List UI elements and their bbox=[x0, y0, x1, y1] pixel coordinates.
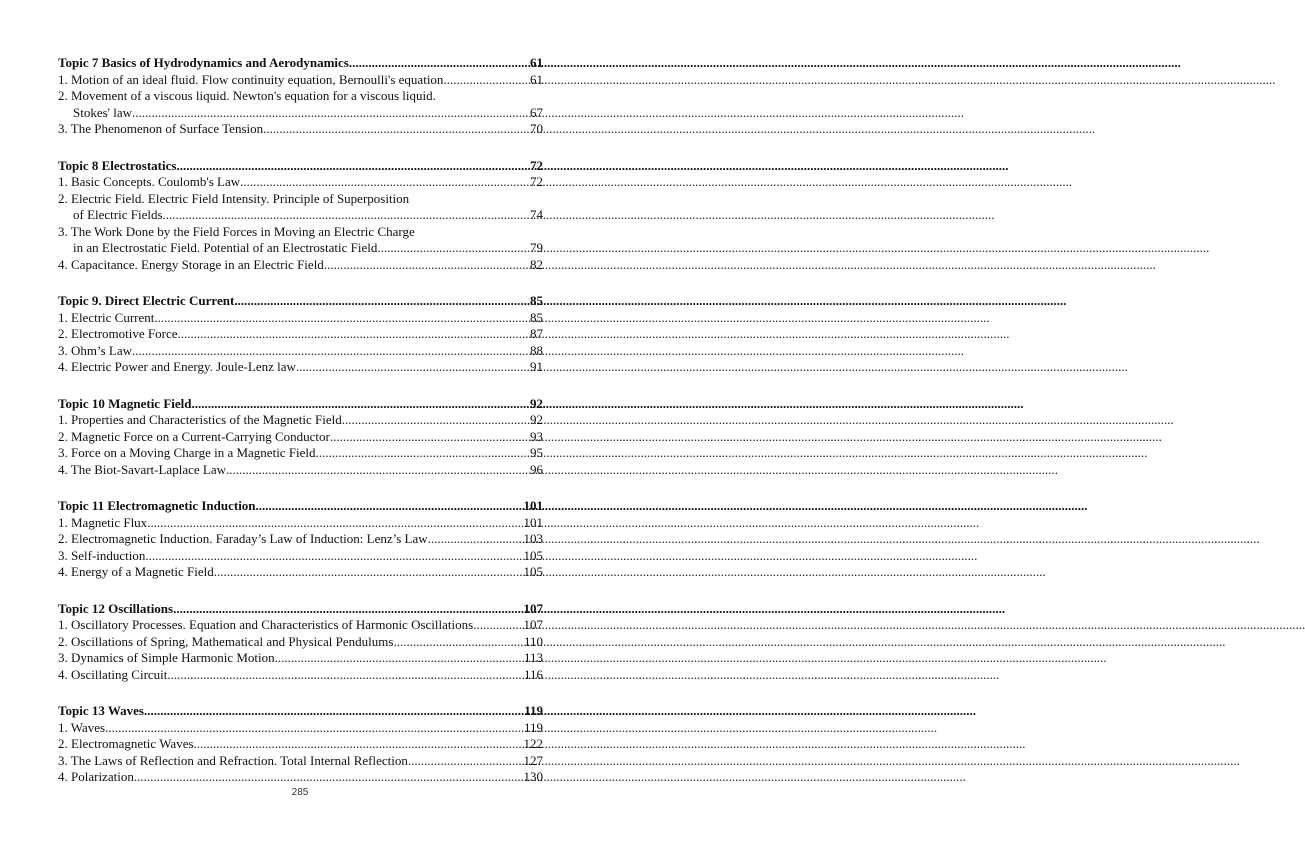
page-number: 285 bbox=[291, 787, 309, 798]
dot-leader bbox=[256, 498, 523, 515]
entry-page: 67 bbox=[530, 104, 543, 120]
toc-entry bbox=[58, 72, 543, 89]
entry-continuation: Stokes' law bbox=[73, 104, 133, 120]
entry-page: 113 bbox=[523, 650, 543, 665]
topic-page: 119 bbox=[524, 703, 543, 718]
entry-page: 79 bbox=[530, 240, 543, 255]
entry-title: 4. Oscillating Circuit bbox=[58, 666, 168, 682]
toc-topic bbox=[58, 55, 543, 138]
topic-heading bbox=[58, 498, 543, 515]
toc-entry bbox=[58, 462, 543, 479]
dot-leader bbox=[473, 617, 522, 634]
toc-topic bbox=[58, 158, 543, 274]
entry-page: 105 bbox=[523, 547, 543, 563]
topic-heading bbox=[58, 293, 543, 310]
dot-leader bbox=[147, 515, 522, 532]
entry-title: 1. Motion of an ideal fluid. Flow continuity equation, Bernoulli's equation bbox=[58, 71, 444, 87]
entry-title: 2. Oscillations of Spring, Mathematical and Physical Pendulums bbox=[58, 633, 394, 649]
dot-leader bbox=[428, 531, 523, 548]
toc-entry bbox=[58, 343, 543, 360]
entry-page: 82 bbox=[530, 256, 543, 272]
entry-title: 2. Movement of a viscous liquid. Newton's equation for a viscous liquid. bbox=[58, 88, 436, 103]
entry-title: 3. The Work Done by the Field Forces in Moving an Electric Charge bbox=[58, 223, 415, 239]
entry-title: 4. Capacitance. Energy Storage in an Electric Field bbox=[58, 256, 324, 272]
dot-leader bbox=[173, 601, 522, 618]
dot-leader bbox=[176, 158, 529, 175]
entry-page: 103 bbox=[523, 531, 543, 546]
entry-page: 74 bbox=[530, 207, 543, 222]
entry-page: 87 bbox=[530, 326, 543, 341]
toc-entry-line bbox=[58, 191, 543, 208]
entry-title: 1. Oscillatory Processes. Equation and Characteristics of Harmonic Oscillations bbox=[58, 617, 474, 632]
toc-entry bbox=[58, 429, 543, 446]
toc-entry bbox=[58, 445, 543, 462]
entry-continuation: of Electric Fields bbox=[73, 207, 163, 222]
topic-title: Topic 8 Electrostatics bbox=[58, 157, 177, 173]
entry-title: 4. The Biot-Savart-Laplace Law bbox=[58, 461, 226, 477]
topic-page: 61 bbox=[530, 55, 543, 70]
entry-title: 2. Electromagnetic Waves bbox=[58, 736, 194, 751]
dot-leader bbox=[132, 343, 529, 360]
topic-title: Topic 13 Waves bbox=[58, 703, 144, 718]
entry-title: 2. Electromagnetic Induction. Faraday’s Law of Induction: Lenz’s Law bbox=[58, 531, 428, 546]
toc-entry bbox=[58, 564, 543, 581]
entry-page: 96 bbox=[530, 461, 543, 477]
toc-topic bbox=[58, 498, 543, 581]
toc-entry bbox=[58, 310, 543, 327]
toc-entry bbox=[58, 412, 543, 429]
topic-heading bbox=[58, 396, 543, 413]
toc-topic bbox=[58, 601, 543, 684]
entry-page: 91 bbox=[530, 359, 543, 374]
toc-entry bbox=[58, 105, 543, 122]
table-of-contents bbox=[58, 55, 543, 806]
dot-leader bbox=[240, 174, 529, 191]
entry-title: 3. Ohm’s Law bbox=[58, 342, 133, 358]
topic-title: Topic 9. Direct Electric Current bbox=[58, 293, 235, 308]
toc-topic bbox=[58, 293, 543, 376]
dot-leader bbox=[192, 396, 530, 413]
topic-title: Topic 7 Basics of Hydrodynamics and Aerodynamics bbox=[58, 55, 349, 70]
dot-leader bbox=[105, 720, 523, 737]
toc-entry bbox=[58, 326, 543, 343]
dot-leader bbox=[275, 650, 523, 667]
entry-title: 3. Self-induction bbox=[58, 547, 146, 563]
entry-page: 127 bbox=[523, 752, 543, 768]
entry-title: 2. Electric Field. Electric Field Intensity. Principle of Superposition bbox=[58, 190, 410, 206]
dot-leader bbox=[167, 667, 523, 684]
dot-leader bbox=[134, 769, 523, 786]
entry-page: 101 bbox=[523, 514, 543, 530]
toc-entry bbox=[58, 650, 543, 667]
entry-page: 130 bbox=[523, 769, 543, 784]
topic-title: Topic 11 Electromagnetic Induction bbox=[58, 498, 256, 513]
dot-leader bbox=[158, 310, 529, 327]
toc-entry bbox=[58, 531, 543, 548]
dot-leader bbox=[234, 293, 529, 310]
topic-title: Topic 12 Oscillations bbox=[58, 600, 174, 616]
dot-leader bbox=[194, 736, 523, 753]
dot-leader bbox=[349, 55, 529, 72]
toc-entry bbox=[58, 753, 543, 770]
dot-leader bbox=[226, 462, 529, 479]
entry-title: 3. The Laws of Reflection and Refraction. Total Internal Reflection bbox=[58, 752, 408, 768]
entry-title: 1. Magnetic Flux bbox=[58, 514, 148, 530]
dot-leader bbox=[263, 121, 529, 138]
toc-entry bbox=[58, 634, 543, 651]
toc-topic bbox=[58, 396, 543, 479]
entry-page: 119 bbox=[523, 719, 543, 735]
dot-leader bbox=[144, 703, 523, 720]
entry-title: 2. Magnetic Force on a Current-Carrying Conductor bbox=[58, 428, 330, 444]
dot-leader bbox=[393, 634, 523, 651]
entry-page: 70 bbox=[530, 121, 543, 136]
entry-page: 105 bbox=[523, 564, 543, 579]
toc-entry bbox=[58, 174, 543, 191]
topic-page: 72 bbox=[530, 157, 543, 173]
entry-title: 1. Waves bbox=[58, 719, 106, 735]
entry-page: 95 bbox=[530, 445, 543, 460]
toc-entry bbox=[58, 667, 543, 684]
dot-leader bbox=[296, 359, 529, 376]
entry-title: 1. Properties and Characteristics of the Magnetic Field bbox=[58, 412, 342, 427]
topic-heading bbox=[58, 158, 543, 175]
dot-leader bbox=[342, 412, 529, 429]
entry-title: 1. Basic Concepts. Coulomb's Law bbox=[58, 174, 241, 189]
dot-leader bbox=[408, 753, 523, 770]
dot-leader bbox=[145, 548, 522, 565]
entry-title: 4. Electric Power and Energy. Joule-Lenz law bbox=[58, 359, 296, 374]
toc-entry bbox=[58, 548, 543, 565]
topic-title: Topic 10 Magnetic Field bbox=[58, 395, 192, 411]
entry-page: 61 bbox=[530, 71, 543, 87]
topic-page: 101 bbox=[523, 498, 543, 513]
topic-page: 85 bbox=[530, 293, 543, 308]
topic-heading bbox=[58, 601, 543, 618]
toc-topic bbox=[58, 703, 543, 786]
toc-entry bbox=[58, 720, 543, 737]
topic-page: 107 bbox=[523, 600, 543, 616]
toc-entry bbox=[58, 769, 543, 786]
entry-page: 107 bbox=[523, 617, 543, 632]
dot-leader bbox=[443, 72, 529, 89]
toc-entry bbox=[58, 736, 543, 753]
dot-leader bbox=[132, 105, 529, 122]
topic-heading bbox=[58, 55, 543, 72]
dot-leader bbox=[316, 445, 529, 462]
toc-entry bbox=[58, 617, 543, 634]
entry-page: 122 bbox=[523, 736, 543, 751]
entry-page: 110 bbox=[523, 633, 543, 649]
entry-title: 3. Dynamics of Simple Harmonic Motion bbox=[58, 650, 275, 665]
entry-page: 85 bbox=[530, 309, 543, 325]
entry-title: 3. The Phenomenon of Surface Tension bbox=[58, 121, 264, 136]
entry-title: 2. Electromotive Force bbox=[58, 326, 178, 341]
topic-page: 92 bbox=[530, 395, 543, 411]
entry-page: 88 bbox=[530, 342, 543, 358]
toc-entry bbox=[58, 207, 543, 224]
dot-leader bbox=[178, 326, 530, 343]
dot-leader bbox=[330, 429, 529, 446]
dot-leader bbox=[214, 564, 523, 581]
dot-leader bbox=[324, 257, 529, 274]
toc-entry-line bbox=[58, 88, 543, 105]
entry-page: 92 bbox=[530, 412, 543, 427]
entry-page: 93 bbox=[530, 428, 543, 444]
entry-title: 3. Force on a Moving Charge in a Magnetic Field bbox=[58, 445, 316, 460]
toc-entry-line bbox=[58, 224, 543, 241]
toc-entry bbox=[58, 359, 543, 376]
entry-continuation: in an Electrostatic Field. Potential of an Electrostatic Field bbox=[73, 240, 378, 255]
toc-entry bbox=[58, 121, 543, 138]
toc-entry bbox=[58, 515, 543, 532]
toc-entry bbox=[58, 240, 543, 257]
toc-entry bbox=[58, 257, 543, 274]
entry-title: 1. Electric Current. bbox=[58, 309, 158, 325]
dot-leader bbox=[377, 240, 529, 257]
entry-page: 116 bbox=[523, 666, 543, 682]
entry-title: 4. Polarization bbox=[58, 769, 134, 784]
entry-page: 72 bbox=[530, 174, 543, 189]
entry-title: 4. Energy of a Magnetic Field bbox=[58, 564, 214, 579]
dot-leader bbox=[163, 207, 529, 224]
topic-heading bbox=[58, 703, 543, 720]
